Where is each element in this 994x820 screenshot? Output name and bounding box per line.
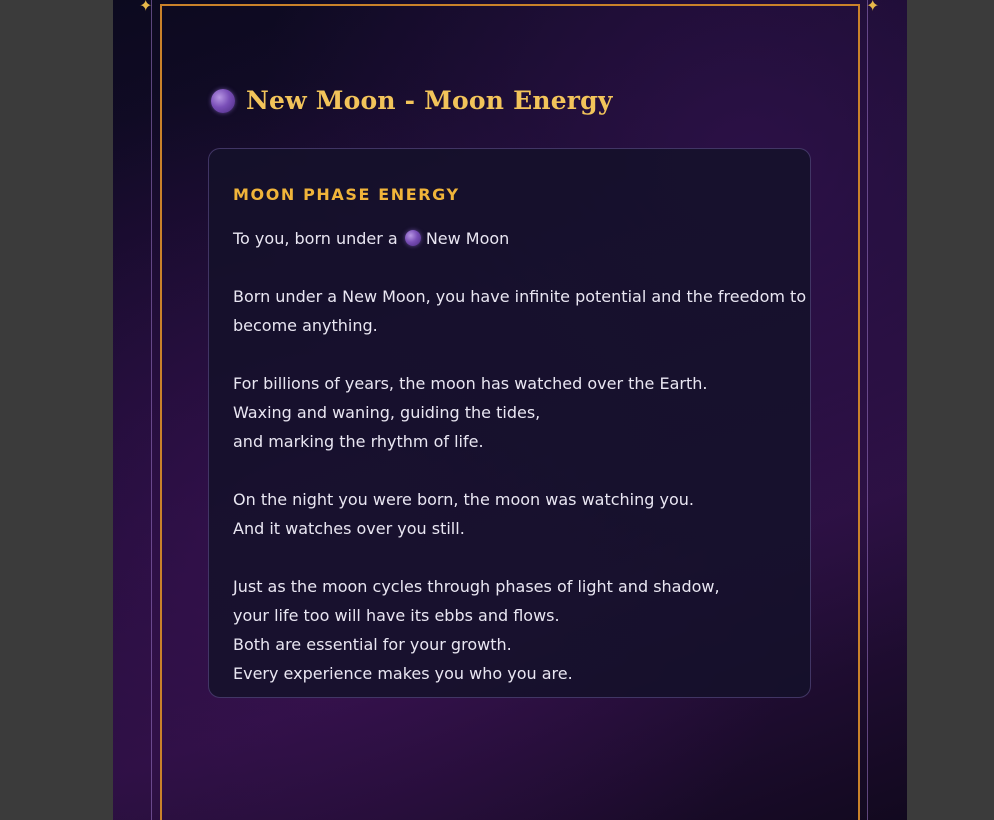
- paragraph-birth-night: [233, 485, 786, 543]
- text-line: Just as the moon cycles through phases of light and shadow,: [233, 577, 720, 596]
- new-moon-icon: [211, 89, 235, 113]
- text-line: Both are essential for your growth.: [233, 635, 512, 654]
- text-line: your life too will have its ebbs and flows.: [233, 606, 560, 625]
- page-title: New Moon - Moon Energy: [246, 86, 613, 115]
- text-line: Born under a New Moon, you have infinite potential and the freedom to: [233, 287, 807, 306]
- text-line: and marking the rhythm of life.: [233, 432, 484, 451]
- intro-phase: New Moon: [425, 229, 510, 248]
- text-line: And it watches over you still.: [233, 519, 465, 538]
- text-line: For billions of years, the moon has watched over the Earth.: [233, 374, 708, 393]
- text-line: Every experience makes you who you are.: [233, 664, 573, 683]
- sparkle-icon-right: ✦: [866, 0, 880, 15]
- intro-line: [233, 224, 786, 253]
- text-line: On the night you were born, the moon was watching you.: [233, 490, 694, 509]
- new-moon-inline-icon: [405, 230, 421, 246]
- sparkle-icon-left: ✦: [139, 0, 153, 15]
- card-heading: MOON PHASE ENERGY: [233, 185, 460, 204]
- text-line: become anything.: [233, 316, 378, 335]
- paragraph-cycles: [233, 572, 786, 688]
- page-header: [211, 86, 613, 115]
- text-line: Waxing and waning, guiding the tides,: [233, 403, 541, 422]
- intro-prefix: To you, born under a: [233, 229, 398, 248]
- paragraph-moon-watch: [233, 369, 786, 456]
- moon-phase-energy-card: [208, 148, 811, 698]
- moon-energy-page: [113, 0, 907, 820]
- paragraph-potential: [233, 282, 807, 340]
